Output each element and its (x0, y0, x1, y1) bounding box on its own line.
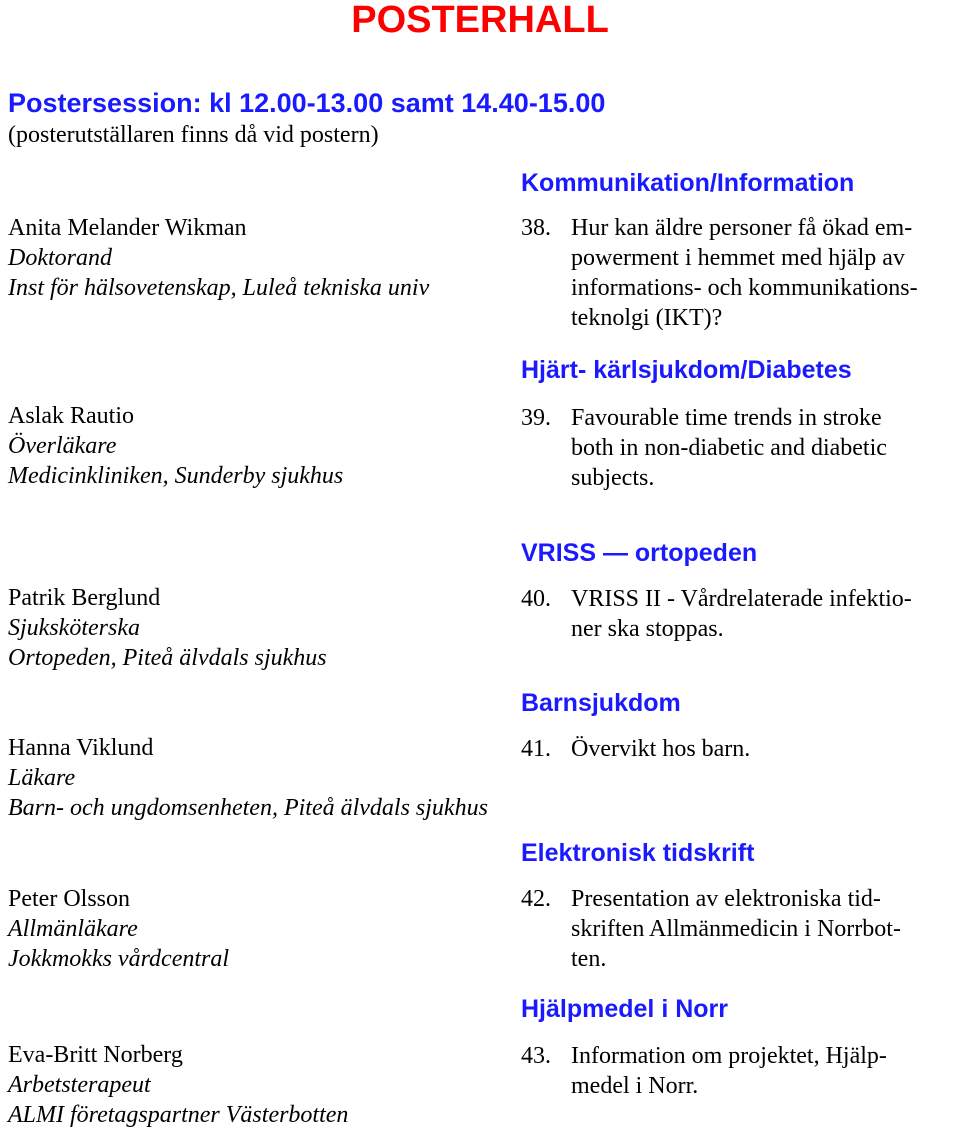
page-title: POSTERHALL (351, 0, 609, 41)
poster-number: 43. (521, 1043, 551, 1069)
presenter-organization: Barn- och ungdomsenheten, Piteå älvdals sjukhus (8, 795, 488, 821)
presenter (8, 583, 327, 673)
presenter-role: Läkare (8, 765, 76, 791)
presenter (8, 884, 229, 974)
poster-title-line: Övervikt hos barn. (571, 736, 751, 762)
poster-title-line: subjects. (571, 465, 655, 491)
poster-title-line: ner ska stoppas. (571, 616, 724, 642)
poster-number: 41. (521, 736, 551, 762)
presenter-role: Sjuksköterska (8, 615, 140, 641)
poster-title-line: skriften Allmänmedicin i Norrbot- (571, 916, 901, 942)
presenter-name: Aslak Rautio (8, 403, 134, 429)
poster-number: 38. (521, 215, 551, 241)
presenter-name: Anita Melander Wikman (8, 215, 247, 241)
poster-number: 42. (521, 886, 551, 912)
poster-title-line: medel i Norr. (571, 1073, 699, 1099)
presenter (8, 401, 343, 491)
poster-item (521, 734, 951, 764)
poster-title-line: powerment i hemmet med hjälp av (571, 245, 905, 271)
poster-number: 40. (521, 586, 551, 612)
poster-item (521, 884, 951, 974)
presenter-name: Peter Olsson (8, 886, 130, 912)
poster-title-line: both in non-diabetic and diabetic (571, 435, 887, 461)
presenter (8, 733, 488, 823)
poster-item (521, 403, 951, 493)
presenter-organization: Medicinkliniken, Sunderby sjukhus (8, 463, 344, 489)
poster-title-line: VRISS II - Vårdrelaterade infektio- (571, 586, 912, 612)
poster-item (521, 213, 951, 333)
poster-title-line: informations- och kommunikations- (571, 275, 918, 301)
poster-category-heading: Hjärt- kärlsjukdom/Diabetes (521, 356, 852, 384)
presenter (8, 213, 429, 303)
poster-title-line: Information om projektet, Hjälp- (571, 1043, 887, 1069)
presenter-role: Arbetsterapeut (8, 1072, 151, 1098)
presenter-name: Hanna Viklund (8, 735, 154, 761)
presenter-name: Patrik Berglund (8, 585, 161, 611)
presenter-organization: Jokkmokks vårdcentral (8, 946, 230, 972)
presenter-organization: Ortopeden, Piteå älvdals sjukhus (8, 645, 327, 671)
presenter-organization: ALMI företagspartner Västerbotten (8, 1102, 349, 1128)
poster-title-line: ten. (571, 946, 607, 972)
presenter-role: Överläkare (8, 433, 117, 459)
presenter-organization: Inst för hälsovetenskap, Luleå tekniska univ (8, 275, 430, 301)
presenter-name: Eva-Britt Norberg (8, 1042, 183, 1068)
poster-item (521, 584, 951, 644)
poster-title-line: Presentation av elektroniska tid- (571, 886, 881, 912)
poster-category-heading: Elektronisk tidskrift (521, 839, 755, 867)
poster-item (521, 1041, 951, 1101)
poster-category-heading: Barnsjukdom (521, 689, 681, 717)
poster-title-line: Favourable time trends in stroke (571, 405, 882, 431)
session-note: (posterutställaren finns då vid postern) (8, 122, 379, 148)
poster-title-line: teknolgi (IKT)? (571, 305, 723, 331)
session-time: Postersession: kl 12.00-13.00 samt 14.40-15.00 (8, 88, 606, 118)
presenter (8, 1040, 348, 1130)
poster-category-heading: Hjälpmedel i Norr (521, 995, 728, 1023)
presenter-role: Doktorand (8, 245, 112, 271)
poster-title-line: Hur kan äldre personer få ökad em- (571, 215, 913, 241)
poster-category-heading: Kommunikation/Information (521, 169, 855, 197)
poster-category-heading: VRISS — ortopeden (521, 539, 758, 567)
presenter-role: Allmänläkare (8, 916, 138, 942)
poster-number: 39. (521, 405, 551, 431)
